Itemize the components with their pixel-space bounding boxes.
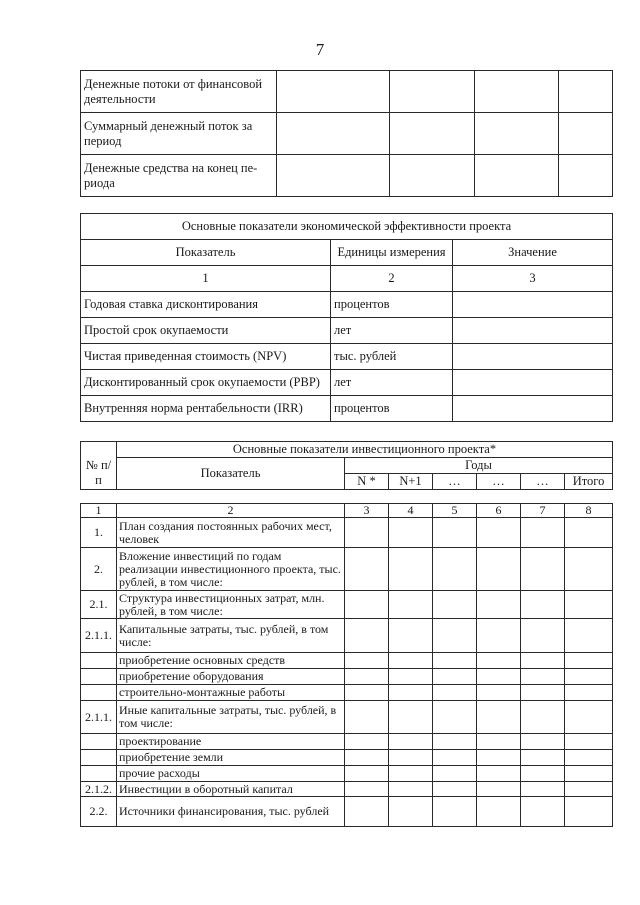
col-number: 2 [331, 266, 453, 292]
value-cell[interactable] [565, 619, 613, 653]
value-cell[interactable] [345, 548, 389, 591]
value-cell[interactable] [477, 750, 521, 766]
investment-table [80, 503, 613, 827]
row-label: Структура инвестиционных затрат, млн. рублей, в том числе: [117, 591, 345, 619]
year-col: N * [345, 474, 389, 490]
value-cell[interactable] [559, 155, 613, 197]
value-cell[interactable] [433, 734, 477, 750]
value-cell[interactable] [433, 518, 477, 548]
row-number: 2.1.2. [81, 782, 117, 797]
value-cell[interactable] [390, 155, 475, 197]
value-cell[interactable] [345, 591, 389, 619]
value-cell[interactable] [345, 518, 389, 548]
value-cell[interactable] [477, 701, 521, 734]
row-number [81, 750, 117, 766]
value-cell[interactable] [433, 619, 477, 653]
value-cell[interactable] [345, 782, 389, 797]
indicator-name: Простой срок окупаемости [81, 318, 331, 344]
value-cell[interactable] [433, 797, 477, 827]
table-row [81, 292, 613, 318]
row-label: Денежные средства на конец пе-риода [81, 155, 277, 197]
value-cell[interactable] [453, 370, 613, 396]
value-cell[interactable] [433, 782, 477, 797]
header-indicator: Показатель [81, 240, 331, 266]
value-cell[interactable] [389, 685, 433, 701]
value-cell[interactable] [389, 619, 433, 653]
table-row [81, 113, 613, 155]
value-cell[interactable] [277, 155, 390, 197]
value-cell[interactable] [433, 701, 477, 734]
value-cell[interactable] [477, 782, 521, 797]
value-cell[interactable] [389, 518, 433, 548]
row-number: 2.1.1. [81, 619, 117, 653]
value-cell[interactable] [521, 548, 565, 591]
row-label: Вложение инвестиций по годам реализации инвестиционного проекта, тыс. рублей, в том числе: [117, 548, 345, 591]
row-number: 2. [81, 548, 117, 591]
col-number: 1 [81, 266, 331, 292]
col-number: 1 [81, 504, 117, 518]
row-number [81, 734, 117, 750]
value-cell[interactable] [521, 766, 565, 782]
value-cell[interactable] [389, 782, 433, 797]
value-cell[interactable] [453, 344, 613, 370]
value-cell[interactable] [477, 619, 521, 653]
value-cell[interactable] [477, 734, 521, 750]
investment-header-table [80, 441, 613, 490]
row-label: приобретение оборудования [117, 669, 345, 685]
value-cell[interactable] [390, 113, 475, 155]
row-number [81, 766, 117, 782]
value-cell[interactable] [453, 292, 613, 318]
value-cell[interactable] [565, 782, 613, 797]
row-number [81, 653, 117, 669]
row-number [81, 669, 117, 685]
value-cell[interactable] [521, 701, 565, 734]
year-col: … [477, 474, 521, 490]
indicator-name: Дисконтированный срок окупаемости (PBP) [81, 370, 331, 396]
value-cell[interactable] [521, 653, 565, 669]
indicator-unit: процентов [331, 292, 453, 318]
indicator-name: Внутренняя норма рентабельности (IRR) [81, 396, 331, 422]
col-number: 5 [433, 504, 477, 518]
table-row [81, 591, 613, 619]
value-cell[interactable] [475, 71, 559, 113]
col-number: 7 [521, 504, 565, 518]
table-row [81, 766, 613, 782]
row-label: Инвестиции в оборотный капитал [117, 782, 345, 797]
value-cell[interactable] [565, 669, 613, 685]
value-cell[interactable] [475, 155, 559, 197]
value-cell[interactable] [477, 653, 521, 669]
year-col: N+1 [389, 474, 433, 490]
header-value: Значение [453, 240, 613, 266]
row-number: 1. [81, 518, 117, 548]
value-cell[interactable] [389, 548, 433, 591]
row-label: Источники финансирования, тыс. рублей [117, 797, 345, 827]
value-cell[interactable] [433, 669, 477, 685]
value-cell[interactable] [477, 669, 521, 685]
table-row [81, 669, 613, 685]
indicator-unit: тыс. рублей [331, 344, 453, 370]
value-cell[interactable] [565, 750, 613, 766]
efficiency-table [80, 213, 613, 422]
value-cell[interactable] [521, 782, 565, 797]
table-row [81, 653, 613, 669]
indicator-unit: лет [331, 370, 453, 396]
table-row [81, 518, 613, 548]
value-cell[interactable] [433, 750, 477, 766]
row-number: 2.1.1. [81, 701, 117, 734]
value-cell[interactable] [475, 113, 559, 155]
value-cell[interactable] [345, 797, 389, 827]
value-cell[interactable] [565, 766, 613, 782]
table-row [81, 396, 613, 422]
value-cell[interactable] [521, 518, 565, 548]
value-cell[interactable] [521, 669, 565, 685]
value-cell[interactable] [345, 766, 389, 782]
value-cell[interactable] [345, 685, 389, 701]
table-row [81, 734, 613, 750]
value-cell[interactable] [521, 734, 565, 750]
value-cell[interactable] [345, 734, 389, 750]
row-label: Суммарный денежный поток за период [81, 113, 277, 155]
row-number [81, 685, 117, 701]
value-cell[interactable] [477, 518, 521, 548]
col-number: 3 [453, 266, 613, 292]
row-label: проектирование [117, 734, 345, 750]
indicator-name: Чистая приведенная стоимость (NPV) [81, 344, 331, 370]
value-cell[interactable] [477, 766, 521, 782]
value-cell[interactable] [345, 619, 389, 653]
value-cell[interactable] [389, 669, 433, 685]
col-number: 8 [565, 504, 613, 518]
value-cell[interactable] [345, 653, 389, 669]
table-row [81, 797, 613, 827]
value-cell[interactable] [389, 591, 433, 619]
value-cell[interactable] [565, 591, 613, 619]
table-row [81, 701, 613, 734]
value-cell[interactable] [345, 701, 389, 734]
value-cell[interactable] [565, 548, 613, 591]
table-row [81, 155, 613, 197]
value-cell[interactable] [390, 71, 475, 113]
value-cell[interactable] [277, 113, 390, 155]
col-number: 3 [345, 504, 389, 518]
row-label: приобретение основных средств [117, 653, 345, 669]
indicator-unit: лет [331, 318, 453, 344]
value-cell[interactable] [433, 766, 477, 782]
value-cell[interactable] [559, 113, 613, 155]
year-col: … [521, 474, 565, 490]
value-cell[interactable] [477, 685, 521, 701]
value-cell[interactable] [565, 734, 613, 750]
value-cell[interactable] [521, 797, 565, 827]
value-cell[interactable] [433, 591, 477, 619]
investment-title: Основные показатели инвестиционного проекта* [117, 442, 613, 458]
value-cell[interactable] [565, 701, 613, 734]
value-cell[interactable] [345, 750, 389, 766]
table-row [81, 318, 613, 344]
cashflow-table [80, 70, 613, 197]
col-number: 2 [117, 504, 345, 518]
row-label: План создания постоянных рабочих мест, человек [117, 518, 345, 548]
row-label: прочие расходы [117, 766, 345, 782]
row-label: строительно-монтажные работы [117, 685, 345, 701]
value-cell[interactable] [565, 518, 613, 548]
table-row [81, 685, 613, 701]
row-label: Капитальные затраты, тыс. рублей, в том числе: [117, 619, 345, 653]
table-row [81, 548, 613, 591]
page-number: 7 [315, 40, 325, 59]
year-col: … [433, 474, 477, 490]
table-row [81, 344, 613, 370]
efficiency-title: Основные показатели экономической эффективности проекта [81, 214, 613, 240]
value-cell[interactable] [453, 318, 613, 344]
value-cell[interactable] [433, 653, 477, 669]
col-number: 6 [477, 504, 521, 518]
value-cell[interactable] [389, 701, 433, 734]
value-cell[interactable] [389, 797, 433, 827]
num-header: № п/п [81, 458, 117, 490]
value-cell[interactable] [521, 591, 565, 619]
value-cell[interactable] [559, 71, 613, 113]
value-cell[interactable] [389, 653, 433, 669]
value-cell[interactable] [277, 71, 390, 113]
table-row [81, 782, 613, 797]
value-cell[interactable] [433, 548, 477, 591]
table-row [81, 370, 613, 396]
value-cell[interactable] [565, 685, 613, 701]
table-row [81, 619, 613, 653]
value-cell[interactable] [565, 797, 613, 827]
value-cell[interactable] [453, 396, 613, 422]
indicator-unit: процентов [331, 396, 453, 422]
row-label: Иные капитальные затраты, тыс. рублей, в том числе: [117, 701, 345, 734]
table-row [81, 750, 613, 766]
row-number: 2.1. [81, 591, 117, 619]
indicator-name: Годовая ставка дисконтирования [81, 292, 331, 318]
value-cell[interactable] [477, 548, 521, 591]
value-cell[interactable] [477, 591, 521, 619]
value-cell[interactable] [521, 685, 565, 701]
years-header: Годы [345, 458, 613, 474]
row-number: 2.2. [81, 797, 117, 827]
value-cell[interactable] [389, 750, 433, 766]
year-col: Итого [565, 474, 613, 490]
value-cell[interactable] [521, 750, 565, 766]
value-cell[interactable] [477, 797, 521, 827]
value-cell[interactable] [565, 653, 613, 669]
value-cell[interactable] [345, 669, 389, 685]
value-cell[interactable] [389, 766, 433, 782]
indicator-header: Показатель [117, 458, 345, 490]
value-cell[interactable] [389, 734, 433, 750]
row-label: приобретение земли [117, 750, 345, 766]
value-cell[interactable] [521, 619, 565, 653]
header-unit: Единицы измерения [331, 240, 453, 266]
col-number: 4 [389, 504, 433, 518]
value-cell[interactable] [433, 685, 477, 701]
row-label: Денежные потоки от финансовой деятельности [81, 71, 277, 113]
table-row [81, 71, 613, 113]
